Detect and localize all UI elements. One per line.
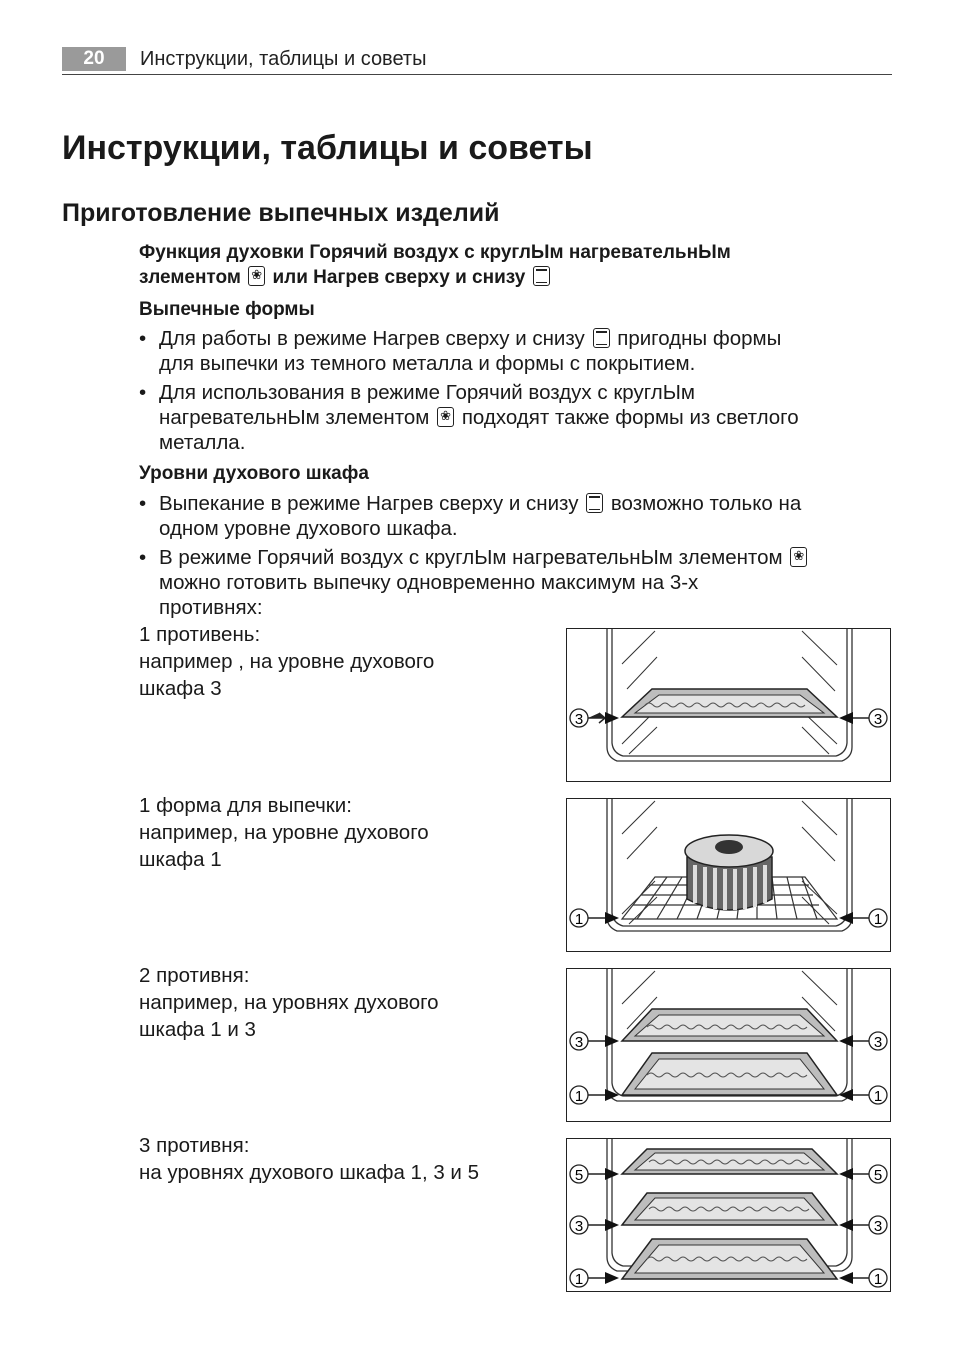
baking-tray [622, 689, 837, 717]
top-bottom-heat-icon [586, 493, 603, 513]
oven-figure-3 [566, 968, 891, 1122]
caption-line: на уровнях духового шкафа 1, 3 и 5 [139, 1161, 479, 1184]
running-header-title: Инструкции, таблицы и советы [140, 48, 427, 70]
baking-tray-bottom [622, 1239, 837, 1279]
level-number: 5 [574, 1167, 584, 1184]
function-heading-line2b: или Нагрев сверху и снизу [272, 267, 526, 288]
level-marker-left-lower [570, 1086, 619, 1105]
bullet-text: Для работы в режиме Нагрев сверху и снизу [159, 327, 585, 350]
page-number: 20 [62, 47, 126, 71]
example-caption-1 [139, 621, 539, 702]
level-number: 3 [873, 1218, 883, 1235]
bullet-dot: • [139, 492, 147, 515]
bullet-text: для выпечки из темного металла и формы с покрытием. [159, 352, 696, 375]
level-marker-right [839, 709, 887, 728]
hot-air-fan-icon [437, 407, 454, 427]
bullet-dot: • [139, 546, 147, 569]
oven-illustration [567, 799, 892, 953]
level-number: 3 [574, 711, 584, 728]
caption-line: например, на уровне духового [139, 821, 429, 844]
header-rule [62, 74, 892, 75]
caption-line: шкафа 1 [139, 848, 222, 871]
page-title: Инструкции, таблицы и советы [62, 129, 593, 167]
level-number: 1 [574, 1088, 584, 1105]
top-bottom-heat-icon [533, 266, 550, 286]
baking-forms-heading: Выпечные формы [139, 299, 315, 320]
bullet-text: пригодны формы [617, 327, 782, 350]
function-heading [139, 240, 899, 290]
top-bottom-heat-icon [593, 328, 610, 348]
caption-line: 2 противня: [139, 964, 250, 987]
oven-figure-2 [566, 798, 891, 952]
function-heading-line1: Функция духовки Горячий воздух с круглЫм нагревательнЫм [139, 242, 731, 263]
oven-levels-heading: Уровни духового шкафа [139, 463, 369, 484]
level-number: 5 [873, 1167, 883, 1184]
oven-figure-1 [566, 628, 891, 782]
oven-illustration [567, 969, 892, 1123]
caption-line: например , на уровне духового [139, 650, 435, 673]
caption-line: 3 противня: [139, 1134, 250, 1157]
function-heading-line2a: злементом [139, 267, 241, 288]
level-number: 1 [873, 1088, 883, 1105]
baking-tray-middle [622, 1193, 837, 1225]
bullet-text: Для использования в режиме Горячий воздух с круглЫм [159, 381, 695, 404]
example-caption-4 [139, 1132, 539, 1186]
caption-line: 1 противень: [139, 623, 261, 646]
level-number: 3 [574, 1218, 584, 1235]
caption-line: например, на уровнях духового [139, 991, 439, 1014]
oven-illustration [567, 629, 892, 783]
caption-line: шкафа 3 [139, 677, 222, 700]
bullet-text: одном уровне духового шкафа. [159, 517, 458, 540]
oven-figure-4 [566, 1138, 891, 1292]
bullet-dot: • [139, 327, 147, 350]
level-marker-left-1 [570, 1269, 619, 1288]
bullet-text: возможно только на [610, 492, 802, 515]
example-caption-3 [139, 962, 539, 1043]
level-number: 1 [574, 911, 584, 928]
cake-pan [685, 835, 773, 910]
level-number: 1 [873, 1271, 883, 1288]
caption-line: 1 форма для выпечки: [139, 794, 352, 817]
baking-tray-lower [622, 1053, 837, 1095]
hot-air-fan-icon [790, 547, 807, 567]
bullet-text: Выпекание в режиме Нагрев сверху и снизу [159, 492, 579, 515]
level-number: 3 [574, 1034, 584, 1051]
bullet-dot: • [139, 381, 147, 404]
example-caption-2 [139, 792, 539, 873]
bullet-text: нагревательнЫм злементом [159, 406, 430, 429]
level-number: 3 [873, 711, 883, 728]
level-number: 3 [873, 1034, 883, 1051]
bullet-text: В режиме Горячий воздух с круглЫм нагревательнЫм злементом [159, 546, 783, 569]
level-marker-right-3 [839, 1216, 887, 1235]
level-number: 1 [873, 911, 883, 928]
oven-illustration [567, 1139, 892, 1293]
caption-line: шкафа 1 и 3 [139, 1018, 256, 1041]
level-number: 1 [574, 1271, 584, 1288]
bullet-text: металла. [159, 431, 246, 454]
level-marker-right-5 [839, 1165, 887, 1184]
bullet-text: подходят также формы из светлого [461, 406, 799, 429]
level-marker-right-1 [839, 1269, 887, 1288]
baking-tray-upper [622, 1009, 837, 1041]
bullet-text: противнях: [159, 596, 263, 619]
function-heading-line2 [139, 265, 899, 290]
section-title: Приготовление выпечных изделий [62, 199, 500, 227]
hot-air-fan-icon [248, 266, 265, 286]
level-marker-right [839, 909, 887, 928]
level-marker-right-lower [839, 1086, 887, 1105]
baking-tray-top [622, 1149, 837, 1174]
bullet-text: можно готовить выпечку одновременно максимум на 3-х [159, 571, 699, 594]
level-marker-right-upper [839, 1032, 887, 1051]
